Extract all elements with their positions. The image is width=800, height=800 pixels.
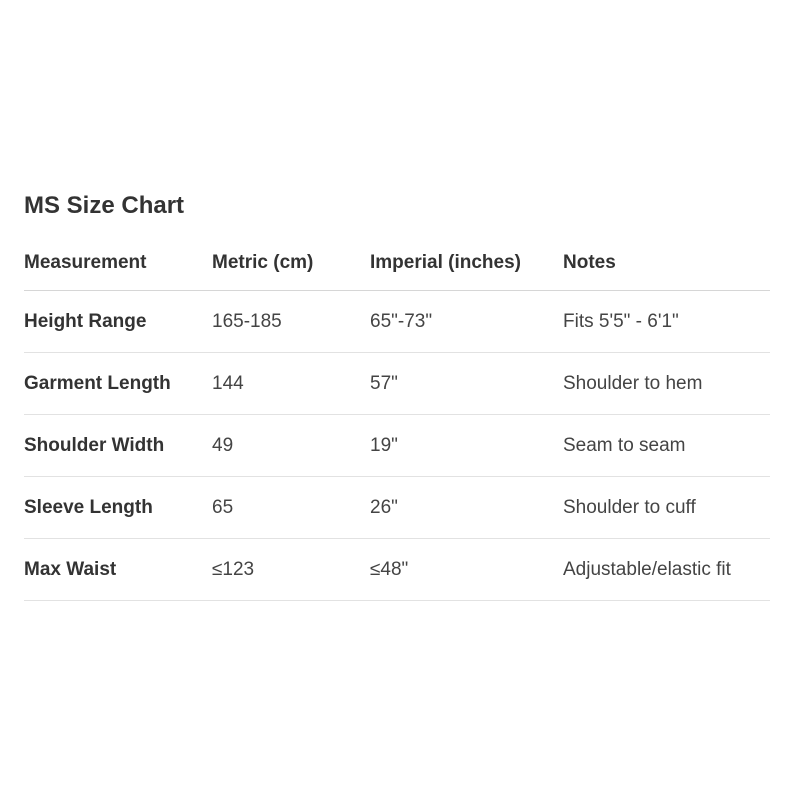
column-header-metric: Metric (cm) [212,253,370,291]
notes-cell: Seam to seam [563,415,770,477]
table-body [24,291,770,601]
size-chart-section [24,188,770,601]
table-row [24,353,770,415]
size-table [24,253,770,601]
table-header [24,253,770,291]
notes-cell: Shoulder to hem [563,353,770,415]
table-row [24,415,770,477]
metric-cell: 144 [212,353,370,415]
measurement-cell: Height Range [24,291,212,353]
header-row [24,253,770,291]
column-header-notes: Notes [563,253,770,291]
metric-cell: 49 [212,415,370,477]
notes-cell: Adjustable/elastic fit [563,539,770,601]
measurement-cell: Garment Length [24,353,212,415]
measurement-cell: Sleeve Length [24,477,212,539]
imperial-cell: 57" [370,353,563,415]
notes-cell: Shoulder to cuff [563,477,770,539]
table-row [24,291,770,353]
page-title: MS Size Chart [24,192,185,219]
column-header-imperial: Imperial (inches) [370,253,563,291]
table-row [24,539,770,601]
measurement-cell: Shoulder Width [24,415,212,477]
column-header-measurement: Measurement [24,253,212,291]
table-row [24,477,770,539]
metric-cell: 65 [212,477,370,539]
metric-cell: 165-185 [212,291,370,353]
imperial-cell: ≤48" [370,539,563,601]
imperial-cell: 65"-73" [370,291,563,353]
metric-cell: ≤123 [212,539,370,601]
imperial-cell: 19" [370,415,563,477]
notes-cell: Fits 5'5" - 6'1" [563,291,770,353]
imperial-cell: 26" [370,477,563,539]
measurement-cell: Max Waist [24,539,212,601]
